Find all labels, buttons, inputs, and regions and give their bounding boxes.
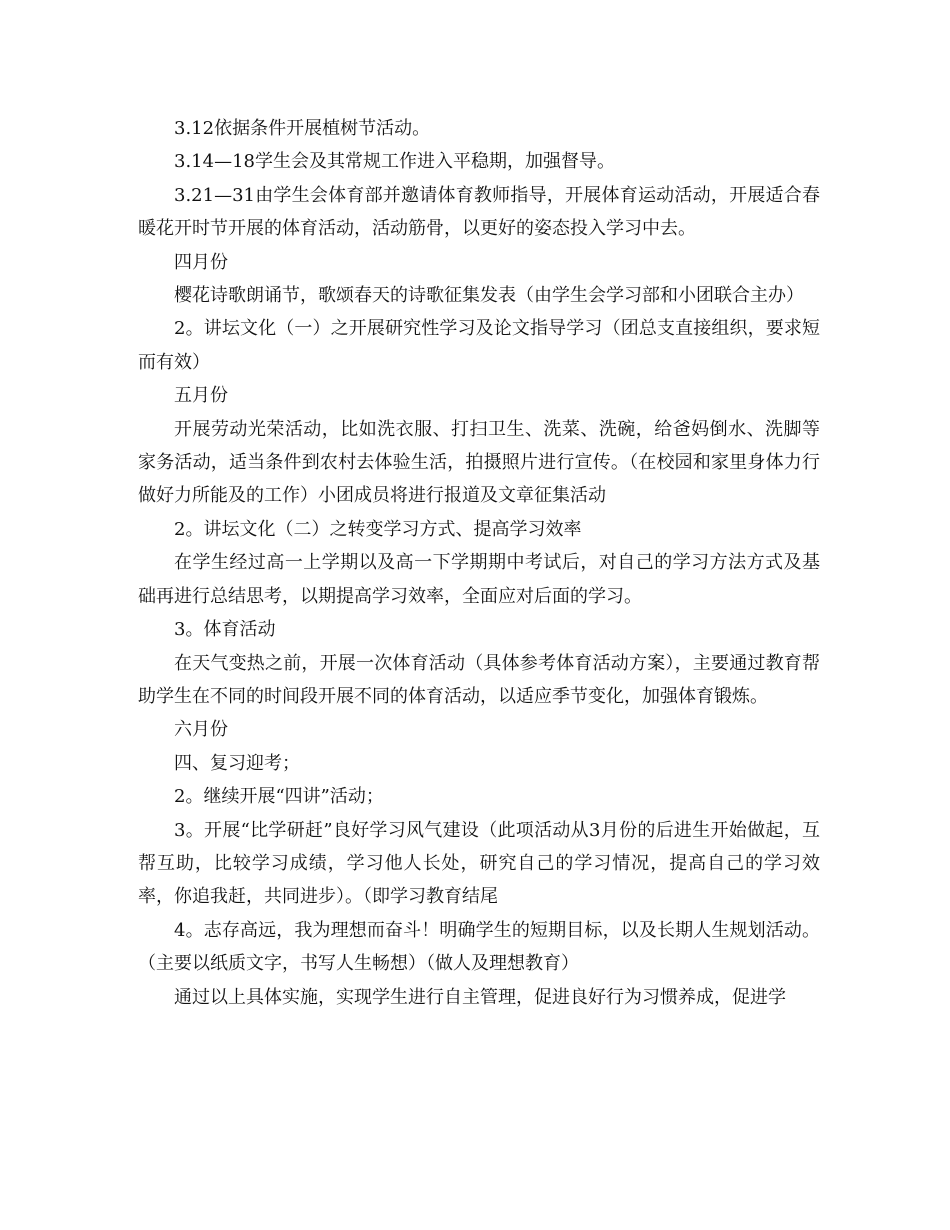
paragraph: 2。继续开展“四讲”活动； — [174, 786, 384, 808]
document-body — [138, 112, 820, 1014]
paragraph: 在天气变热之前，开展一次体育活动（具体参考体育活动方案），主要通过教育帮助学生在不同的时间段开展不同的体育活动，以适应季节变化，加强体育锻炼。 — [138, 652, 820, 707]
paragraph: 4。志存高远，我为理想而奋斗！明确学生的短期目标，以及长期人生规划活动。（主要以纸质文字，书写人生畅想）（做人及理想教育） — [138, 919, 820, 975]
paragraph: 四、复习迎考； — [174, 752, 300, 774]
section-heading-may: 五月份 — [174, 385, 228, 407]
paragraph: 3.14—18学生会及其常规工作进入平稳期，加强督导。 — [174, 151, 615, 173]
paragraph: 通过以上具体实施，实现学生进行自主管理，促进良好行为习惯养成，促进学 — [174, 986, 786, 1008]
section-heading-june: 六月份 — [174, 719, 228, 741]
section-heading-april: 四月份 — [174, 251, 228, 273]
paragraph: 3.12依据条件开展植树节活动。 — [174, 118, 431, 139]
paragraph: 3。开展“比学研赶”良好学习风气建设（此项活动从3月份的后进生开始做起，互帮互助，比较学习成绩，学习他人长处，研究自己的学习情况，提高自己的学习效率，你追我赶，共同进步）。（即学习教育结尾 — [138, 819, 820, 908]
paragraph: 2。讲坛文化（一）之开展研究性学习及论文指导学习（团总支直接组织，要求短而有效） — [138, 318, 820, 373]
paragraph: 2。讲坛文化（二）之转变学习方式、提高学习效率 — [174, 518, 582, 540]
paragraph: 开展劳动光荣活动，比如洗衣服、打扫卫生、洗菜、洗碗，给爸妈倒水、洗脚等家务活动，适当条件到农村去体验生活，拍摄照片进行宣传。（在校园和家里身体力行做好力所能及的工作）小团成员将进行报道及文章征集活动 — [138, 418, 820, 507]
paragraph: 3.21—31由学生会体育部并邀请体育教师指导，开展体育运动活动，开展适合春暖花开时节开展的体育活动，活动筋骨，以更好的姿态投入学习中去。 — [138, 184, 820, 240]
paragraph: 在学生经过高一上学期以及高一下学期期中考试后，对自己的学习方法方式及基础再进行总结思考，以期提高学习效率，全面应对后面的学习。 — [138, 552, 820, 607]
paragraph: 3。体育活动 — [174, 619, 276, 641]
paragraph: 樱花诗歌朗诵节，歌颂春天的诗歌征集发表（由学生会学习部和小团联合主办） — [174, 285, 804, 307]
